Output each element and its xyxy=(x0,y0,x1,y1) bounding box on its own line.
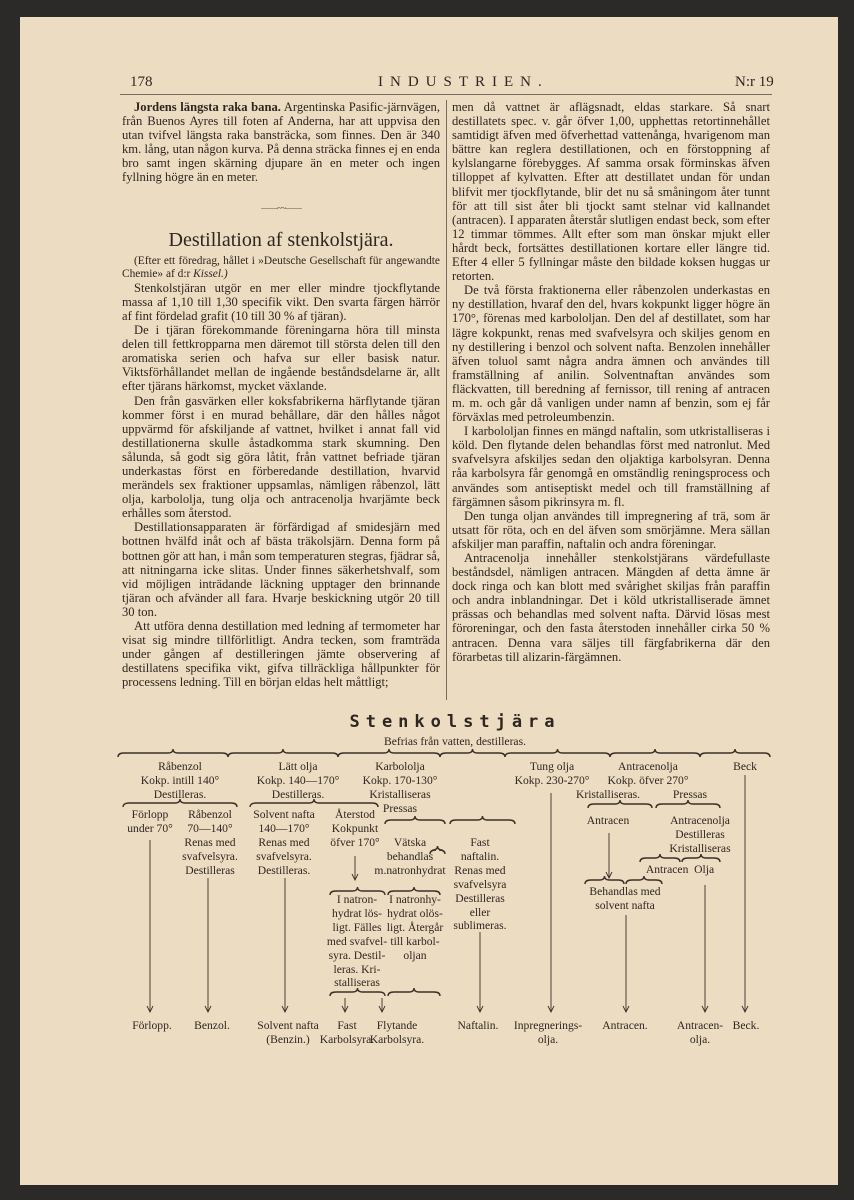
diagram-node-line: Karbolsyra. xyxy=(369,1032,425,1046)
diagram-node-line: sublimeras. xyxy=(453,919,507,933)
diagram-node-line: Kristalliseras xyxy=(669,841,731,855)
brace xyxy=(610,749,700,757)
diagram-node-line: med svafvel- xyxy=(326,934,388,948)
diagram-node-line: Antracen- xyxy=(676,1019,724,1032)
diagram-node-line: m.natronhydrat xyxy=(374,863,446,877)
diagram-node-latt-olja xyxy=(257,760,340,802)
diagram-node-line: Kristalliseras xyxy=(369,787,431,801)
paragraph: Den från gasvärken eller koksfabrikerna härflytande tjäran kommer först i en murad behållare, där den hålles något uppvärmd för afskiljande af vattnet, hvilket i annat fall vid destillationerna skulle åstadkomma stark skumning. Den sålunda, så godt sig göra låtit, från vattnet befriade tjäran underkastas först en förberedande destillation, hvarvid merändels sex fraktioner uppsamlas, nämligen råbenzol, lätt olja, karbololja, tung olja och antracenolja hvarjämte beck erhålles som återstod. xyxy=(122,393,440,521)
diagram-node-line: svafvelsyra. xyxy=(182,849,238,863)
diagram-node-line: Råbenzol xyxy=(188,808,232,821)
diagram-node-line: Kokp. öfver 270° xyxy=(607,773,689,787)
brace xyxy=(338,749,440,757)
arrow xyxy=(702,885,708,1012)
diagram-node-natron-olos xyxy=(387,893,443,963)
arrow xyxy=(548,793,554,1012)
diagram-node-forlopp xyxy=(127,808,173,836)
diagram-node-line: hydrat lös- xyxy=(332,906,382,920)
diagram-node-line: solvent nafta xyxy=(595,898,655,912)
page-number: 178 xyxy=(130,74,153,90)
diagram-node-antracenolja xyxy=(608,760,689,788)
diagram-node-line: Destilleras. xyxy=(271,787,325,801)
diagram-node-line: under 70° xyxy=(127,821,173,835)
arrow xyxy=(342,998,348,1012)
diagram-node-line: Kokp. intill 140° xyxy=(140,773,220,787)
diagram-node-rabenzol2 xyxy=(182,808,238,878)
arrow xyxy=(606,833,612,878)
diagram-node-line: svafvelsyra xyxy=(453,877,507,891)
diagram-node-line: Kristalliseras. xyxy=(575,788,641,801)
paragraph: Att utföra denna destillation med ledning af termometer har visat sig mindre tillförlitligt. Andra tecken, som framträda under gången af destilleringen jämte observering af destillatens specifika vikt, gifva tillräckliga hållpunkter för processens ledning. Till en början eldas helt måttligt; xyxy=(122,619,440,690)
diagram-node-line: Naftalin. xyxy=(457,1019,499,1032)
diagram-node-antracen-olja xyxy=(646,863,714,877)
diagram-node-line: Behandlas med xyxy=(589,885,661,898)
arrow xyxy=(623,915,629,1012)
article-railway-title: Jordens längsta raka bana. xyxy=(134,100,281,114)
brace xyxy=(388,988,440,996)
arrow xyxy=(477,932,483,1012)
diagram-node-out-solvent xyxy=(257,1019,319,1047)
diagram-node-line: Benzol. xyxy=(194,1019,230,1032)
diagram-node-antr-pressas xyxy=(673,788,707,802)
diagram-node-line: Lätt olja xyxy=(278,760,318,773)
diagram-node-antracen1 xyxy=(587,814,630,828)
diagram-node-line: ligt. Fälles xyxy=(332,920,382,934)
brace xyxy=(228,749,338,757)
diagram-node-out-fast xyxy=(320,1019,374,1047)
diagram-node-line: Kokp. 170-130° xyxy=(362,773,438,787)
arrow xyxy=(742,775,748,1012)
diagram-node-aterstod xyxy=(330,808,379,850)
diagram-node-line: Destilleras xyxy=(455,891,505,905)
diagram-node-line: Fast xyxy=(337,1019,357,1032)
diagram-node-line: eller xyxy=(469,905,491,919)
brace xyxy=(450,816,515,824)
diagram-node-natron-los xyxy=(327,893,387,990)
paragraph: De två första fraktionerna eller råbenzolen underkastas en ny destillation, hvaraf den del, hvars kokpunkt ligger högre än 170°, förenas med karbololjan. Den del af destillatet, som har lägre kokpunkt, renas med svafvelsyra och skiljes genom en ny destillering i benzol och solvent nafta. Benzolen innehåller äfven toluol samt några andra ämnen och användes till framställning af anilin. Solventnaftan användes som fläckvatten, till beredning af fernissor, till rening af antracen m. m. och går då vanligen under namn af benzin, som ej får förväxlas med petroleumbenzin. xyxy=(452,283,770,425)
diagram-node-line: Destilleras xyxy=(675,827,725,841)
diagram-node-out-forlopp xyxy=(132,1019,172,1033)
brace xyxy=(440,749,505,757)
diagram-node-line: Renas med xyxy=(184,835,236,849)
paragraph: Destillationsapparaten är förfärdigad af smidesjärn med bottnen hvälfd inåt och af bästa träkolsjärn. Denna form på bottnen gör att han, i mån som temperaturen stegras, fjädrar så, att nitningarna icke slitas. Under finnes säkerhetshvalf, som vid möjligen inträdande läckning upptager den brinnande tjäran och afvänder all fara. Hvarje beskickning utgör 20 till 30 ton. xyxy=(122,520,440,619)
diagram-node-line: Förlopp xyxy=(131,808,169,821)
diagram-node-line: 70—140° xyxy=(187,821,233,835)
diagram-node-line: Renas med xyxy=(454,863,506,877)
diagram-node-line: ligt. Återgår xyxy=(386,920,444,934)
diagram-node-line: Återstod xyxy=(335,808,375,821)
diagram-node-out-antracenolja xyxy=(677,1019,723,1047)
diagram-node-line: olja. xyxy=(537,1032,559,1046)
brace xyxy=(505,749,610,757)
diagram-node-line: naftalin. xyxy=(460,849,500,863)
diagram-node-line: Karbololja xyxy=(375,760,425,773)
diagram-node-line: Solvent nafta xyxy=(253,808,315,821)
diagram-node-line: behandlas xyxy=(386,849,434,863)
diagram-node-line: Antracenolja xyxy=(670,814,730,827)
diagram-node-line: Pressas xyxy=(382,802,418,815)
diagram-node-pressas1 xyxy=(383,802,417,816)
caption-author: Kissel.) xyxy=(193,267,228,280)
diagram-node-line: stalliseras xyxy=(334,976,380,990)
arrow xyxy=(147,840,153,1012)
paragraph: Stenkolstjäran utgör en mer eller mindre tjockflytande massa af 1,10 till 1,30 specifik vikt. Den svarta färgen härrör af fint fördelad grafit (10 till 30 % af tjäran). xyxy=(122,280,440,323)
diagram-node-line: Destilleras xyxy=(185,863,235,877)
diagram-node-line: oljan xyxy=(403,948,427,962)
diagram-node-line: leras. Kri- xyxy=(333,962,381,976)
diagram-node-line: öfver 170° xyxy=(330,835,380,849)
diagram-node-out-flytande xyxy=(370,1019,424,1047)
diagram-node-line: Antracen. xyxy=(602,1019,648,1032)
diagram-node-antr-krist xyxy=(576,788,640,802)
diagram-node-line: Kokpunkt xyxy=(331,821,379,835)
diagram-node-line: Fast xyxy=(470,836,490,849)
diagram-node-vatska xyxy=(374,836,445,878)
diagram-node-line: I natronhy- xyxy=(389,893,441,906)
diagram-node-line: Karbolsyra. xyxy=(319,1032,375,1046)
diagram-node-line: svafvelsyra. xyxy=(256,849,312,863)
diagram-node-line: Destilleras. xyxy=(257,863,311,877)
diagram-node-line: Flytande xyxy=(376,1019,418,1032)
diagram-node-line: Antracen Olja xyxy=(645,863,715,876)
diagram-subtitle: Befrias från vatten, destilleras. xyxy=(384,735,526,748)
article-heading: Destillation af stenkolstjära. xyxy=(168,228,394,251)
diagram-node-line: Antracen xyxy=(586,814,630,827)
diagram-node-line: till karbol- xyxy=(390,934,440,948)
diagram-node-line: I natron- xyxy=(336,893,378,906)
paragraph: I karbololjan finnes en mängd naftalin, som utkristalliseras i köld. Den flytande delen behandlas först med natronlut. Med svafvelsyra afskiljes sedan den oljaktiga karbolsyran. Denna råa karbolsyra får genomgå en omständlig reningsprocess och användes som antiseptiskt medel och till framställning af färgämnen såsom pikrinsyra m. fl. xyxy=(452,424,770,509)
paragraph: men då vattnet är aflägsnadt, eldas starkare. Så snart destillatets spec. v. går öfver 1,00, upphettas retortinnehållet samtidigt äfven med öfverhettad vattenånga, hvarigenom man bättre kan reglera destillationen, och en förstoppning af kylslangarne förebygges. Af samma orsak förminskas äfven tilloppet af kylvatten. Efter att destillatet undan för undan blifvit mer tjockflytande, blir det nu så småningom åter tunnt för att till sist åter bli tjockt samt stelnar vid kallnandet (antracen). I apparaten återstår slutligen endast beck, som efter 12 timmar tömmes. Allt efter som man önskar mjukt eller hårdt beck, fortsättes destillationen kortare eller längre tid. Efter 4 eller 5 fyllningar måste den bildade koksen huggas ur retorten. xyxy=(452,100,770,284)
diagram-node-line: (Benzin.) xyxy=(266,1032,310,1046)
diagram-node-antracenolja2 xyxy=(669,814,730,856)
journal-title: INDUSTRIEN. xyxy=(378,74,549,90)
article-railway-body: Argentinska Pasific-järnvägen, från Buenos Ayres till foten af Anderna, har att uppvisa den utan tvifvel längsta raka bansträcka, som finnes. Den är 340 km. lång, utan någon kurva. På denna sträcka finnes ej en enda bro samt ingen skärning djupare än en meter och ingen fyllning högre än en meter. xyxy=(122,100,440,185)
caption-text: (Efter ett föredrag, hållet i »Deutsche Gesellschaft für angewandte Chemie» af d:r xyxy=(122,254,440,280)
diagram-node-line: 140—170° xyxy=(258,821,310,835)
diagram-node-line: Antracenolja xyxy=(618,760,678,773)
diagram-node-out-inpreg xyxy=(514,1019,582,1047)
diagram-node-line: Solvent nafta xyxy=(257,1019,319,1032)
diagram-node-line: Inpregnerings- xyxy=(513,1019,583,1032)
diagram-node-fast xyxy=(453,836,506,933)
diagram-node-karbololja xyxy=(363,760,438,802)
diagram-node-line: Beck xyxy=(733,760,757,773)
issue-number: N:r 19 xyxy=(735,74,774,90)
ornament-divider: ——~~—— xyxy=(261,202,301,213)
paragraph: Antracenolja innehåller stenkolstjärans värdefullaste beståndsdel, nämligen antracen. Mängden af detta ämne är dock ringa och kan blott med svårighet skiljas från paraffin och andra inblandningar. Det i köld utkristalliserade ämnet prässas och behandlas med solvent nafta. Därvid lösas mest föroreningar, och den fasta återstoden innehåller cirka 50 % antracen. Denna vara säljes till färgfabrikerna där den förarbetas till alizarin-färgämnen. xyxy=(452,551,770,664)
diagram-node-line: hydrat olös- xyxy=(387,906,443,920)
paragraph: Den tunga oljan användes till impregnering af trä, som är utsatt för röta, och en del äfven som smörjämne. Mera sällan afskiljer man paraffin, naftalin och andra föreningar. xyxy=(452,508,770,551)
diagram-node-line: Vätska xyxy=(393,836,427,849)
diagram-node-line: Pressas xyxy=(672,788,708,801)
diagram-node-solvent xyxy=(253,808,315,878)
diagram-node-line: Kokp. 230-270° xyxy=(514,773,590,787)
paragraph: De i tjäran förekommande föreningarna höra till minsta delen till fettkropparna men däremot till största delen till den aromatiska serien och hafva sur eller basisk natur. Viktsförhållandet mellan de ingående beståndsdelarne är, allt efter tjärans härkomst, mycket växlande. xyxy=(122,323,440,394)
diagram-node-beck xyxy=(733,760,757,774)
diagram-node-behandlas xyxy=(589,885,660,913)
arrow xyxy=(352,856,358,880)
diagram-node-line: syra. Destil- xyxy=(328,948,386,962)
brace xyxy=(118,749,228,757)
diagram-node-out-beck xyxy=(733,1019,760,1033)
diagram-node-line: Förlopp. xyxy=(132,1019,172,1032)
diagram-node-line: Råbenzol xyxy=(158,760,202,773)
diagram-node-line: Destilleras. xyxy=(153,787,207,801)
brace xyxy=(700,749,770,757)
brace xyxy=(385,816,445,824)
diagram-node-line: Kokp. 140—170° xyxy=(256,773,340,787)
diagram-node-line: Renas med xyxy=(258,835,310,849)
diagram-node-line: Beck. xyxy=(732,1019,760,1032)
diagram-node-out-benzol xyxy=(194,1019,230,1033)
diagram-node-line: olja. xyxy=(689,1032,711,1046)
diagram-node-line: Tung olja xyxy=(529,760,575,773)
diagram-node-out-naftalin xyxy=(458,1019,499,1033)
diagram-node-tung-olja xyxy=(515,760,590,788)
arrow xyxy=(379,998,385,1012)
diagram-node-rabenzol xyxy=(141,760,219,802)
diagram-node-out-antracen xyxy=(602,1019,647,1033)
diagram-title: Stenkolstjära xyxy=(349,712,561,732)
brace xyxy=(585,876,624,884)
arrow xyxy=(282,878,288,1012)
arrow xyxy=(205,878,211,1012)
brace xyxy=(626,876,662,884)
